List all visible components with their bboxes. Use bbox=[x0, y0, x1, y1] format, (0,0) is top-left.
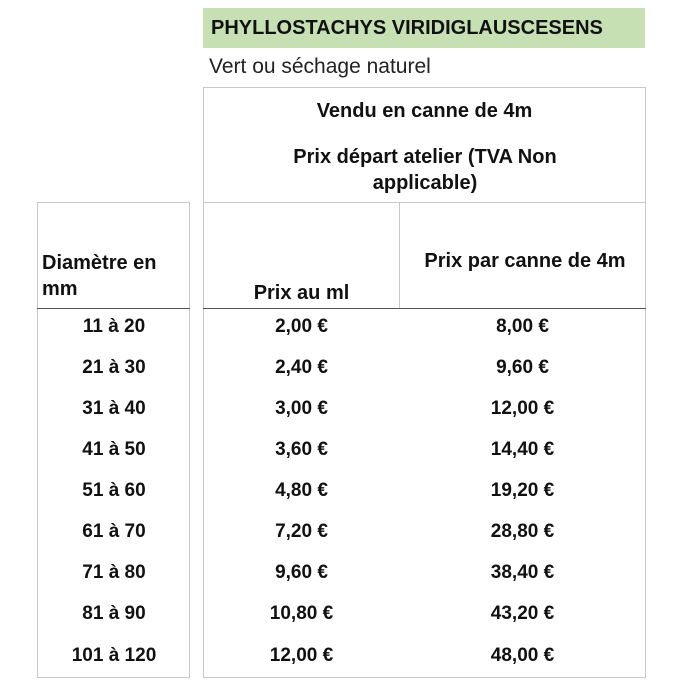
column-header-price-cane: Prix par canne de 4m bbox=[424, 250, 626, 272]
cell-diameter: 31 à 40 bbox=[82, 398, 146, 419]
table-bottom-left bbox=[37, 677, 190, 678]
header-box-bottom bbox=[203, 202, 646, 203]
cell-price-cane: 14,40 € bbox=[490, 439, 555, 460]
cell-price-cane: 9,60 € bbox=[496, 357, 549, 378]
cell-price-ml: 4,80 € bbox=[275, 480, 328, 501]
price-note-label: Prix départ atelier (TVA Non applicable) bbox=[293, 146, 557, 194]
left-box-top bbox=[37, 202, 190, 203]
cell-price-ml: 3,00 € bbox=[275, 398, 328, 419]
table-bottom-right bbox=[203, 677, 646, 678]
cell-price-ml: 9,60 € bbox=[275, 562, 328, 583]
cell-price-cane: 48,00 € bbox=[490, 645, 555, 666]
header-box-top bbox=[203, 87, 645, 88]
product-title-text: PHYLLOSTACHYS VIRIDIGLAUSCESENS bbox=[211, 16, 603, 39]
cell-price-cane: 43,20 € bbox=[490, 603, 555, 624]
cell-price-cane: 28,80 € bbox=[490, 521, 555, 542]
cell-price-cane: 38,40 € bbox=[490, 562, 555, 583]
cell-diameter: 61 à 70 bbox=[82, 521, 146, 542]
product-subtitle: Vert ou séchage naturel bbox=[209, 55, 431, 78]
sale-unit-label: Vendu en canne de 4m bbox=[316, 100, 533, 122]
column-header-price-ml: Prix au ml bbox=[253, 282, 350, 304]
cell-diameter: 81 à 90 bbox=[82, 603, 146, 624]
cell-price-ml: 2,40 € bbox=[275, 357, 328, 378]
cell-diameter: 101 à 120 bbox=[71, 645, 157, 666]
cell-diameter: 51 à 60 bbox=[82, 480, 146, 501]
cell-price-ml: 3,60 € bbox=[275, 439, 328, 460]
cell-diameter: 21 à 30 bbox=[82, 357, 146, 378]
cell-diameter: 11 à 20 bbox=[82, 316, 146, 337]
cell-price-cane: 8,00 € bbox=[496, 316, 549, 337]
header-box-right bbox=[645, 87, 646, 677]
column-header-diameter: Diamètre en mm bbox=[42, 252, 157, 300]
column-divider bbox=[399, 202, 400, 308]
cell-price-ml: 12,00 € bbox=[269, 645, 334, 666]
cell-diameter: 71 à 80 bbox=[82, 562, 146, 583]
product-title bbox=[203, 8, 645, 48]
cell-price-ml: 2,00 € bbox=[275, 316, 328, 337]
cell-diameter: 41 à 50 bbox=[82, 439, 146, 460]
cell-price-ml: 10,80 € bbox=[269, 603, 334, 624]
cell-price-ml: 7,20 € bbox=[275, 521, 328, 542]
cell-price-cane: 12,00 € bbox=[490, 398, 555, 419]
cell-price-cane: 19,20 € bbox=[490, 480, 555, 501]
